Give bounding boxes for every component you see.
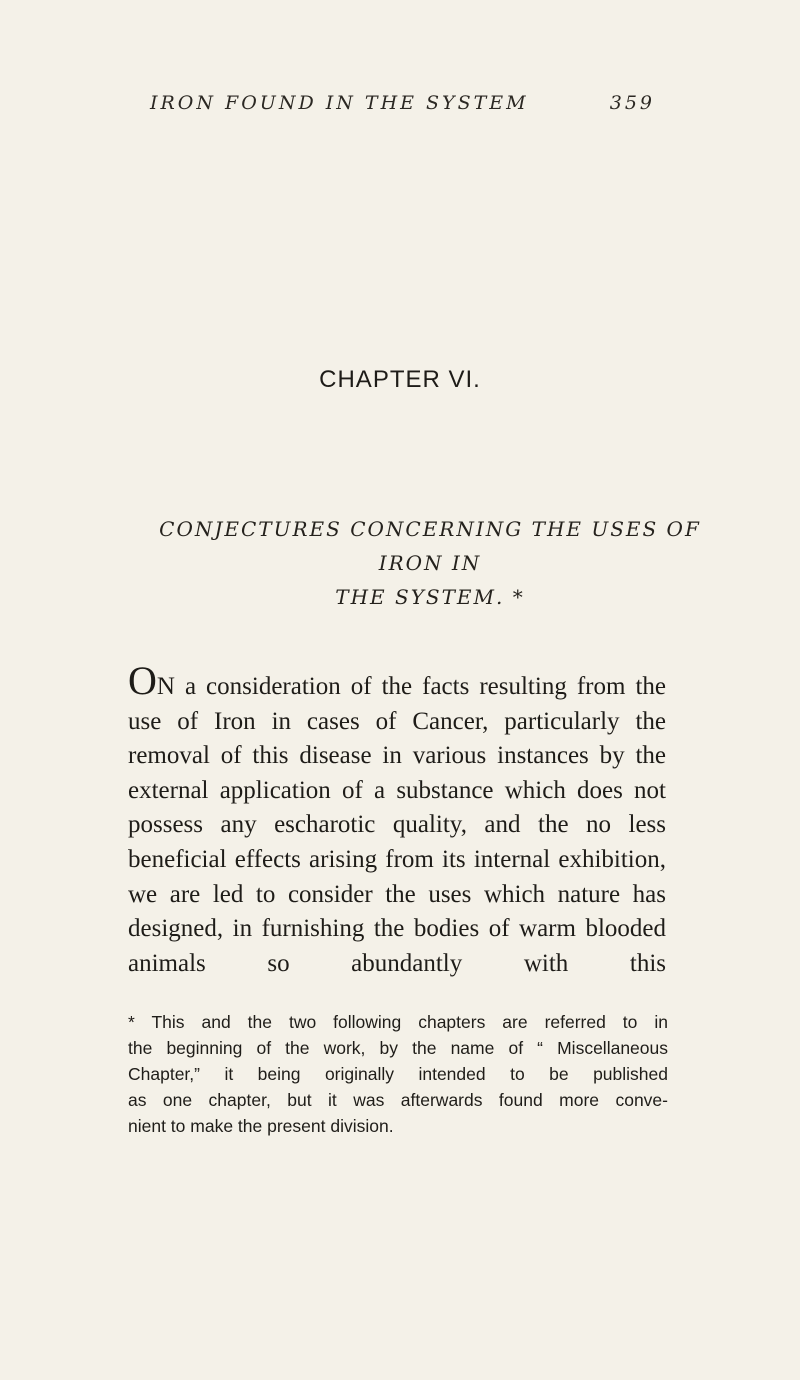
chapter-subtitle-line-2: THE SYSTEM. * [335,585,525,609]
body-paragraph [128,658,666,981]
chapter-subtitle [140,512,720,614]
footnote-line-1: * This and the two following chapters are referred to in [128,1012,668,1032]
chapter-subtitle-line-1: CONJECTURES CONCERNING THE USES OF IRON IN [159,517,701,575]
body-paragraph-text: N a consideration of the facts resulting from the use of Iron in cases of Cancer, particularly the removal of this disease in various instances by the external application of a substance which does not possess any escharotic quality, and the no less beneficial effects arising from its internal exhibition, we are led to consider the uses which nature has designed, in furnishing the bodies of warm blooded animals so abundantly with this [128,673,666,977]
page-number: 359 [609,92,655,114]
running-head [150,92,655,118]
drop-initial: O [128,658,157,703]
footnote-line-3: Chapter,” it being originally intended to be published [128,1064,668,1084]
footnote [128,1009,668,1139]
chapter-heading: CHAPTER VI. [319,366,481,393]
footnote-line-2: the beginning of the work, by the name of “ Miscellaneous [128,1038,668,1058]
footnote-line-5: nient to make the present division. [128,1116,394,1136]
running-title: IRON FOUND IN THE SYSTEM [150,92,529,114]
footnote-line-4: as one chapter, but it was afterwards found more conve- [128,1090,668,1110]
